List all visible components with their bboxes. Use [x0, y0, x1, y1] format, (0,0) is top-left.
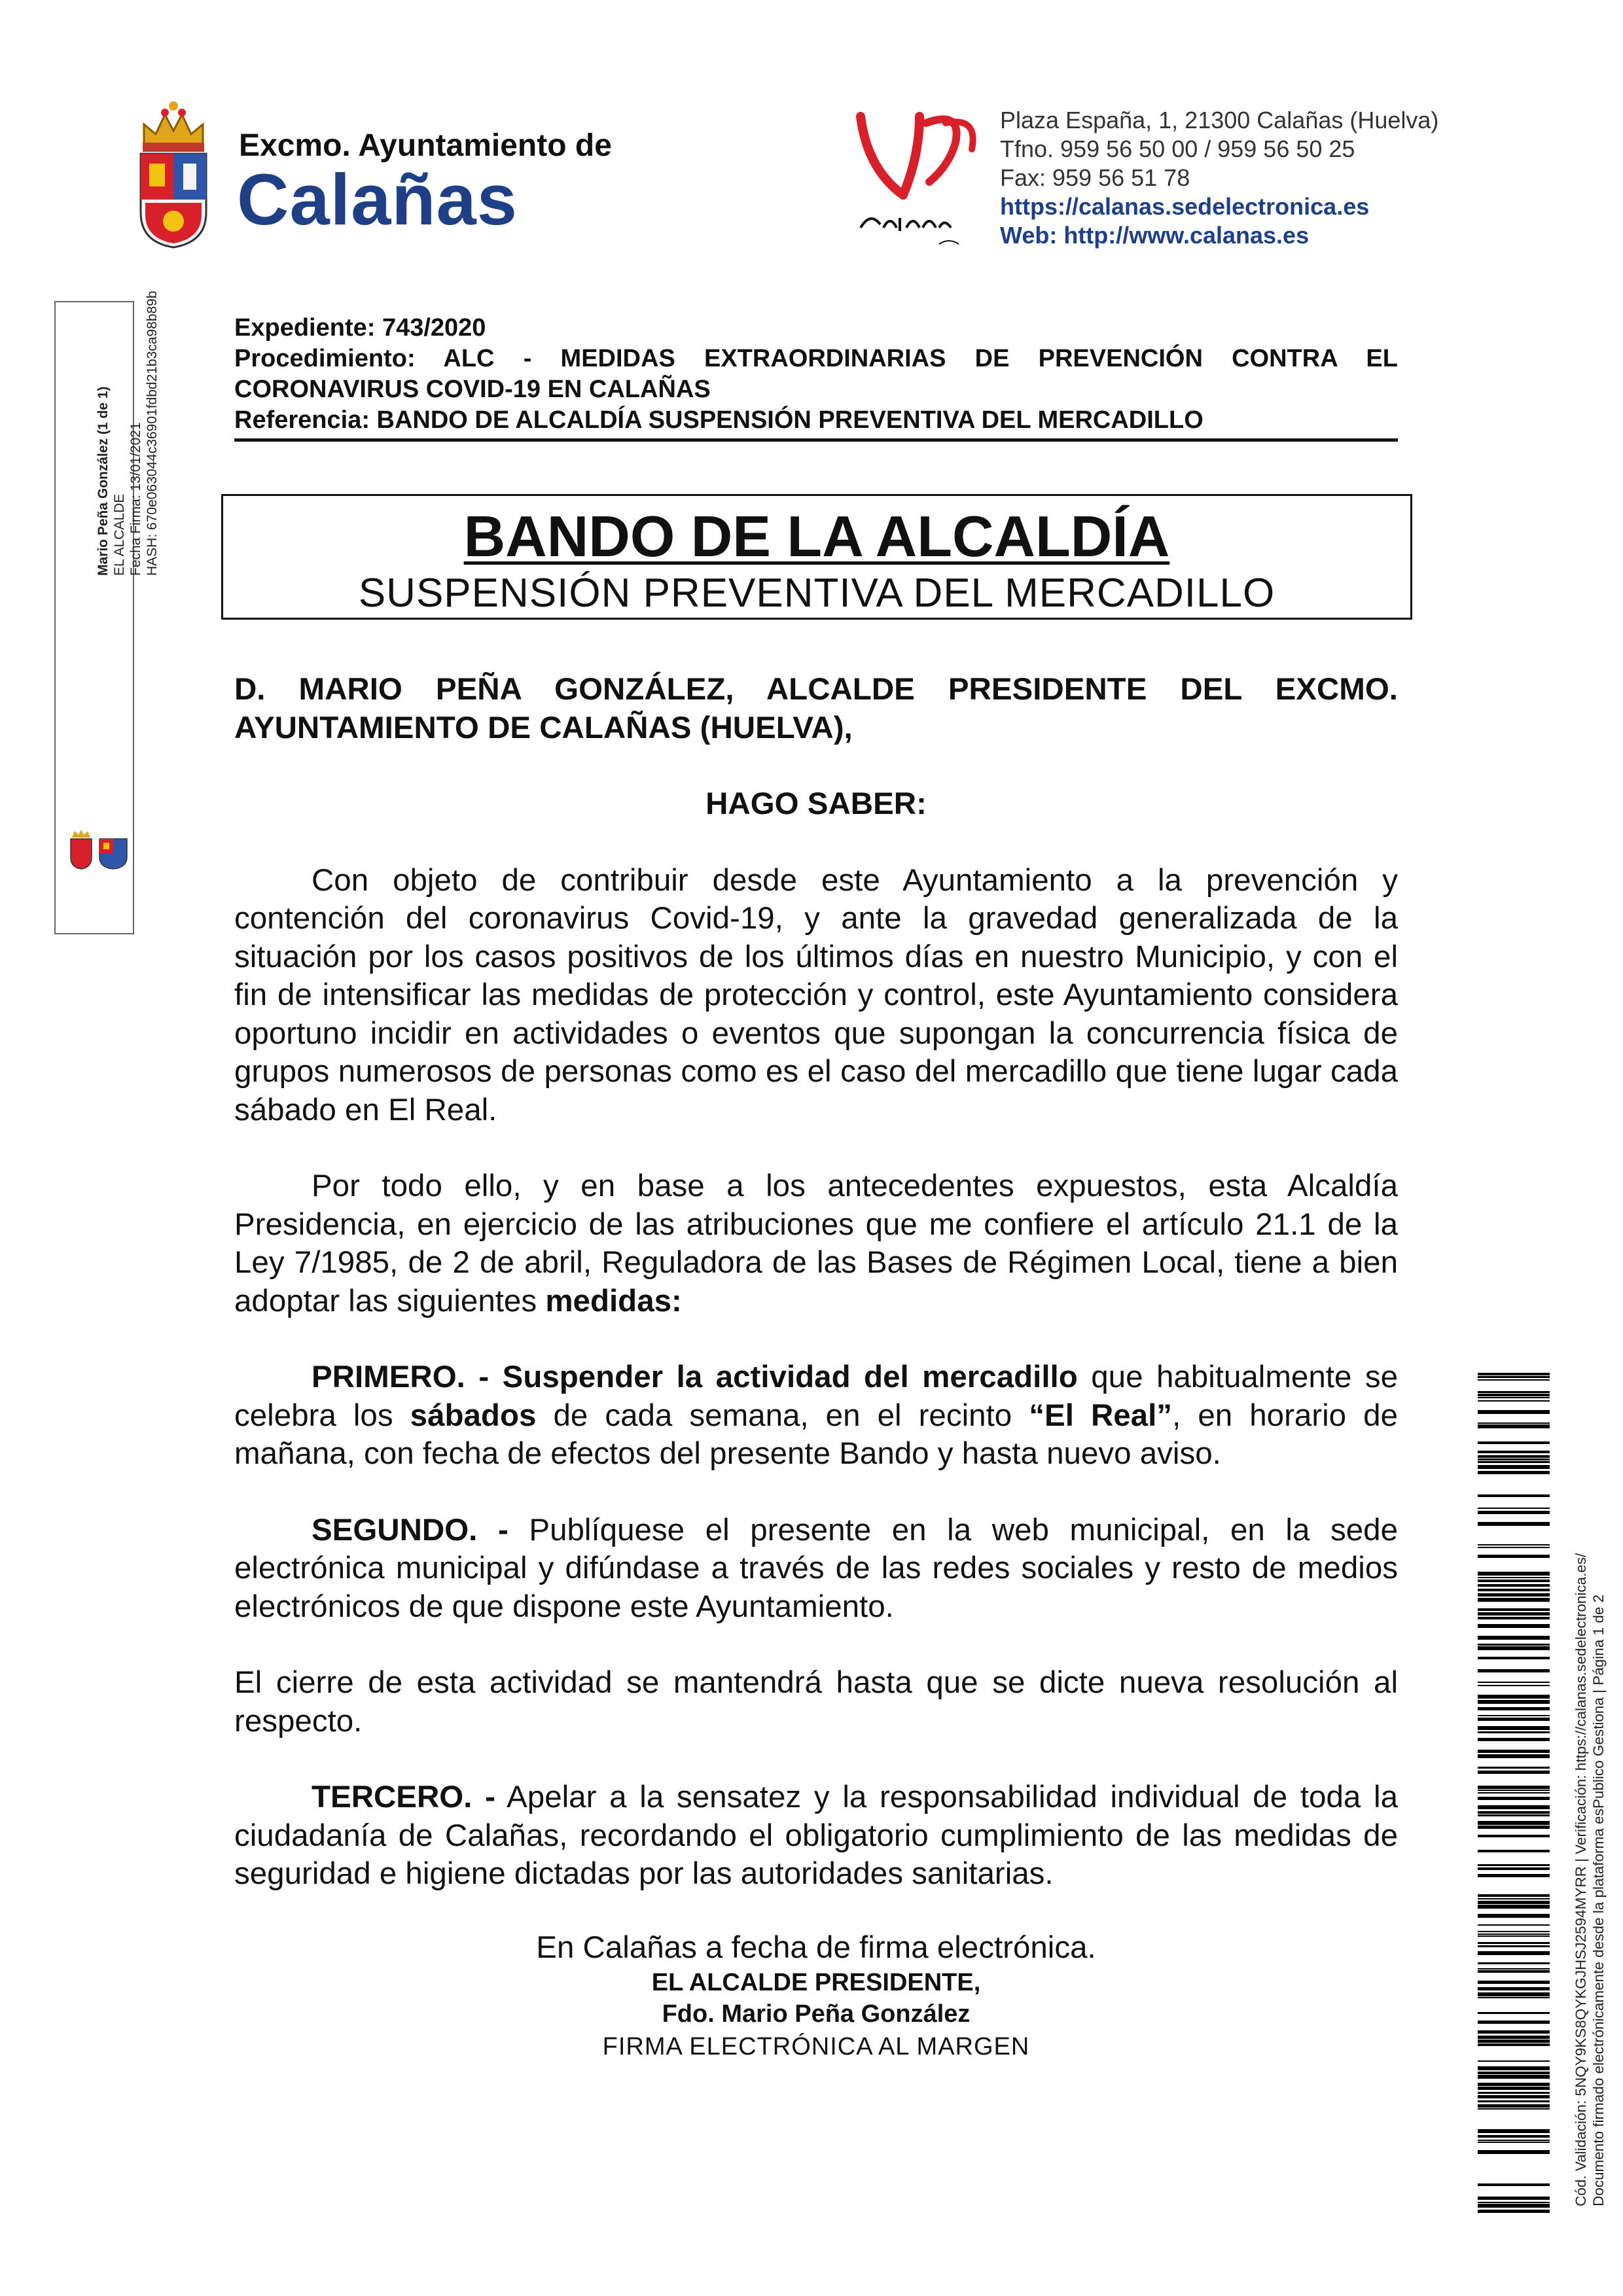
segundo-label: SEGUNDO. - — [312, 1512, 508, 1547]
expediente-number: Expediente: 743/2020 — [234, 314, 486, 342]
municipal-logo — [131, 98, 612, 249]
hago-saber-heading: HAGO SABER: — [705, 786, 927, 821]
closure-note: El cierre de esta actividad se mantendrá hasta que se dicte nueva resolución al respecto. — [234, 1665, 1398, 1739]
stamp-crests-icon — [65, 830, 131, 870]
procedure-text: ALC - MEDIDAS EXTRAORDINARIAS DE PREVENCIÓN CONTRA EL CORONAVIRUS COVID-19 EN CALAÑAS — [234, 345, 1398, 403]
signature-hash: HASH: 670e063044c36901fdbd21b3ca98b89b — [145, 291, 160, 576]
paragraph-legal-basis — [234, 1167, 1398, 1320]
signoff-block — [234, 1929, 1398, 2064]
document-body — [234, 671, 1398, 1894]
coat-of-arms-icon — [131, 98, 216, 249]
signoff-place: En Calañas a fecha de firma electrónica. — [536, 1930, 1096, 1965]
signoff-signer: Fdo. Mario Peña González — [662, 2000, 971, 2028]
expediente-block — [234, 313, 1398, 436]
addressee: D. MARIO PEÑA GONZÁLEZ, ALCALDE PRESIDENTE DEL EXCMO. AYUNTAMIENTO DE CALAÑAS (HUELVA), — [234, 672, 1398, 745]
measure-segundo — [234, 1511, 1398, 1627]
procedure-line — [234, 344, 1398, 405]
validation-platform: Documento firmado electrónicamente desde la plataforma esPublico Gestiona | Página 1 de 2 — [1590, 1594, 1607, 2206]
procedure-label: Procedimiento: — [234, 345, 416, 372]
signature-stamp-text — [95, 291, 160, 576]
org-name: Calañas — [237, 160, 518, 240]
contact-fax: Fax: 959 56 51 78 — [1000, 164, 1190, 191]
reference-line: Referencia: BANDO DE ALCALDÍA SUSPENSIÓN PREVENTIVA DEL MERCADILLO — [234, 406, 1204, 434]
sede-electronica-link[interactable]: https://calanas.sedelectronica.es — [1000, 193, 1370, 220]
validation-barcode — [1478, 1373, 1550, 2218]
primero-text-3: , en horario de mañana, con fecha de efectos del presente Bando y hasta nuevo aviso. — [234, 1398, 1398, 1471]
document-subtitle: SUSPENSIÓN PREVENTIVA DEL MERCADILLO — [358, 571, 1275, 616]
primero-text-2: de cada semana, en el recinto — [536, 1398, 1029, 1433]
contact-phone: Tfno. 959 56 50 00 / 959 56 50 25 — [1000, 135, 1355, 162]
contact-lines — [1000, 106, 1438, 250]
primero-label: PRIMERO. - Suspender la actividad del mercadillo — [312, 1360, 1078, 1394]
title-box — [221, 494, 1412, 620]
signature-date: Fecha Firma: 13/01/2021 — [128, 422, 143, 576]
measure-primero — [234, 1358, 1398, 1474]
website-link[interactable]: Web: http://www.calanas.es — [1000, 222, 1310, 249]
paragraph-context: Con objeto de contribuir desde este Ayuntamiento a la prevención y contención del coronavirus Covid-19, y ante la gravedad generalizada de la situación por los casos positivos de los últimos días en nuestro Municipio, y con el fin de intensificar las medidas de protección y control, este Ayuntamiento considera oportuno incidir en actividades o eventos que supongan la concurrencia física de grupos numerosos de personas como es el caso del mercadillo que tiene lugar cada sábado en El Real. — [234, 862, 1398, 1127]
contact-block — [841, 97, 1495, 260]
tercero-label: TERCERO. - — [312, 1780, 495, 1814]
signoff-role: EL ALCALDE PRESIDENTE, — [651, 1969, 981, 1996]
signer-role: EL ALCALDE — [112, 493, 127, 576]
header-divider — [234, 438, 1398, 442]
legal-basis-text: Por todo ello, y en base a los antecedentes expuestos, esta Alcaldía Presidencia, en ejercicio de las atribuciones que me confiere el artículo 21.1 de la Ley 7/1985, de 2 de abril, Reguladora de las Bases de Régimen Local, tiene a bien adoptar las siguientes — [234, 1169, 1398, 1318]
signoff-note: FIRMA ELECTRÓNICA AL MARGEN — [602, 2033, 1030, 2060]
segundo-text: Publíquese el presente en la web municipal, en la sede electrónica municipal y difúndase a través de las redes sociales y resto de medios electrónicos de que dispone este Ayuntamiento. — [234, 1512, 1398, 1624]
contact-address: Plaza España, 1, 21300 Calañas (Huelva) — [1000, 107, 1439, 133]
primero-bold-el-real: “El Real” — [1029, 1398, 1173, 1433]
tercero-text: Apelar a la sensatez y la responsabilidad individual de toda la ciudadanía de Calañas, recordando el obligatorio cumplimiento de las medidas de seguridad e higiene dictadas por las autoridades sanitarias. — [234, 1780, 1398, 1891]
primero-text-1: que habitualmente se celebra los — [234, 1360, 1399, 1433]
measures-word: medidas: — [545, 1283, 682, 1318]
validation-code: Cód. Validación: 5NQY9KS8QYKGJHSJ2594MYRR | Verificación: https://calanas.sedelectronica.es/ — [1573, 1553, 1589, 2206]
primero-bold-sabados: sábados — [410, 1398, 537, 1433]
validation-text — [1572, 1553, 1607, 2206]
calanas-brand-logo-icon — [841, 97, 982, 257]
org-prefix: Excmo. Ayuntamiento de — [239, 128, 612, 163]
signer-name: Mario Peña González (1 de 1) — [96, 386, 111, 576]
measure-tercero — [234, 1778, 1398, 1894]
document-title: BANDO DE LA ALCALDÍA — [463, 504, 1170, 569]
